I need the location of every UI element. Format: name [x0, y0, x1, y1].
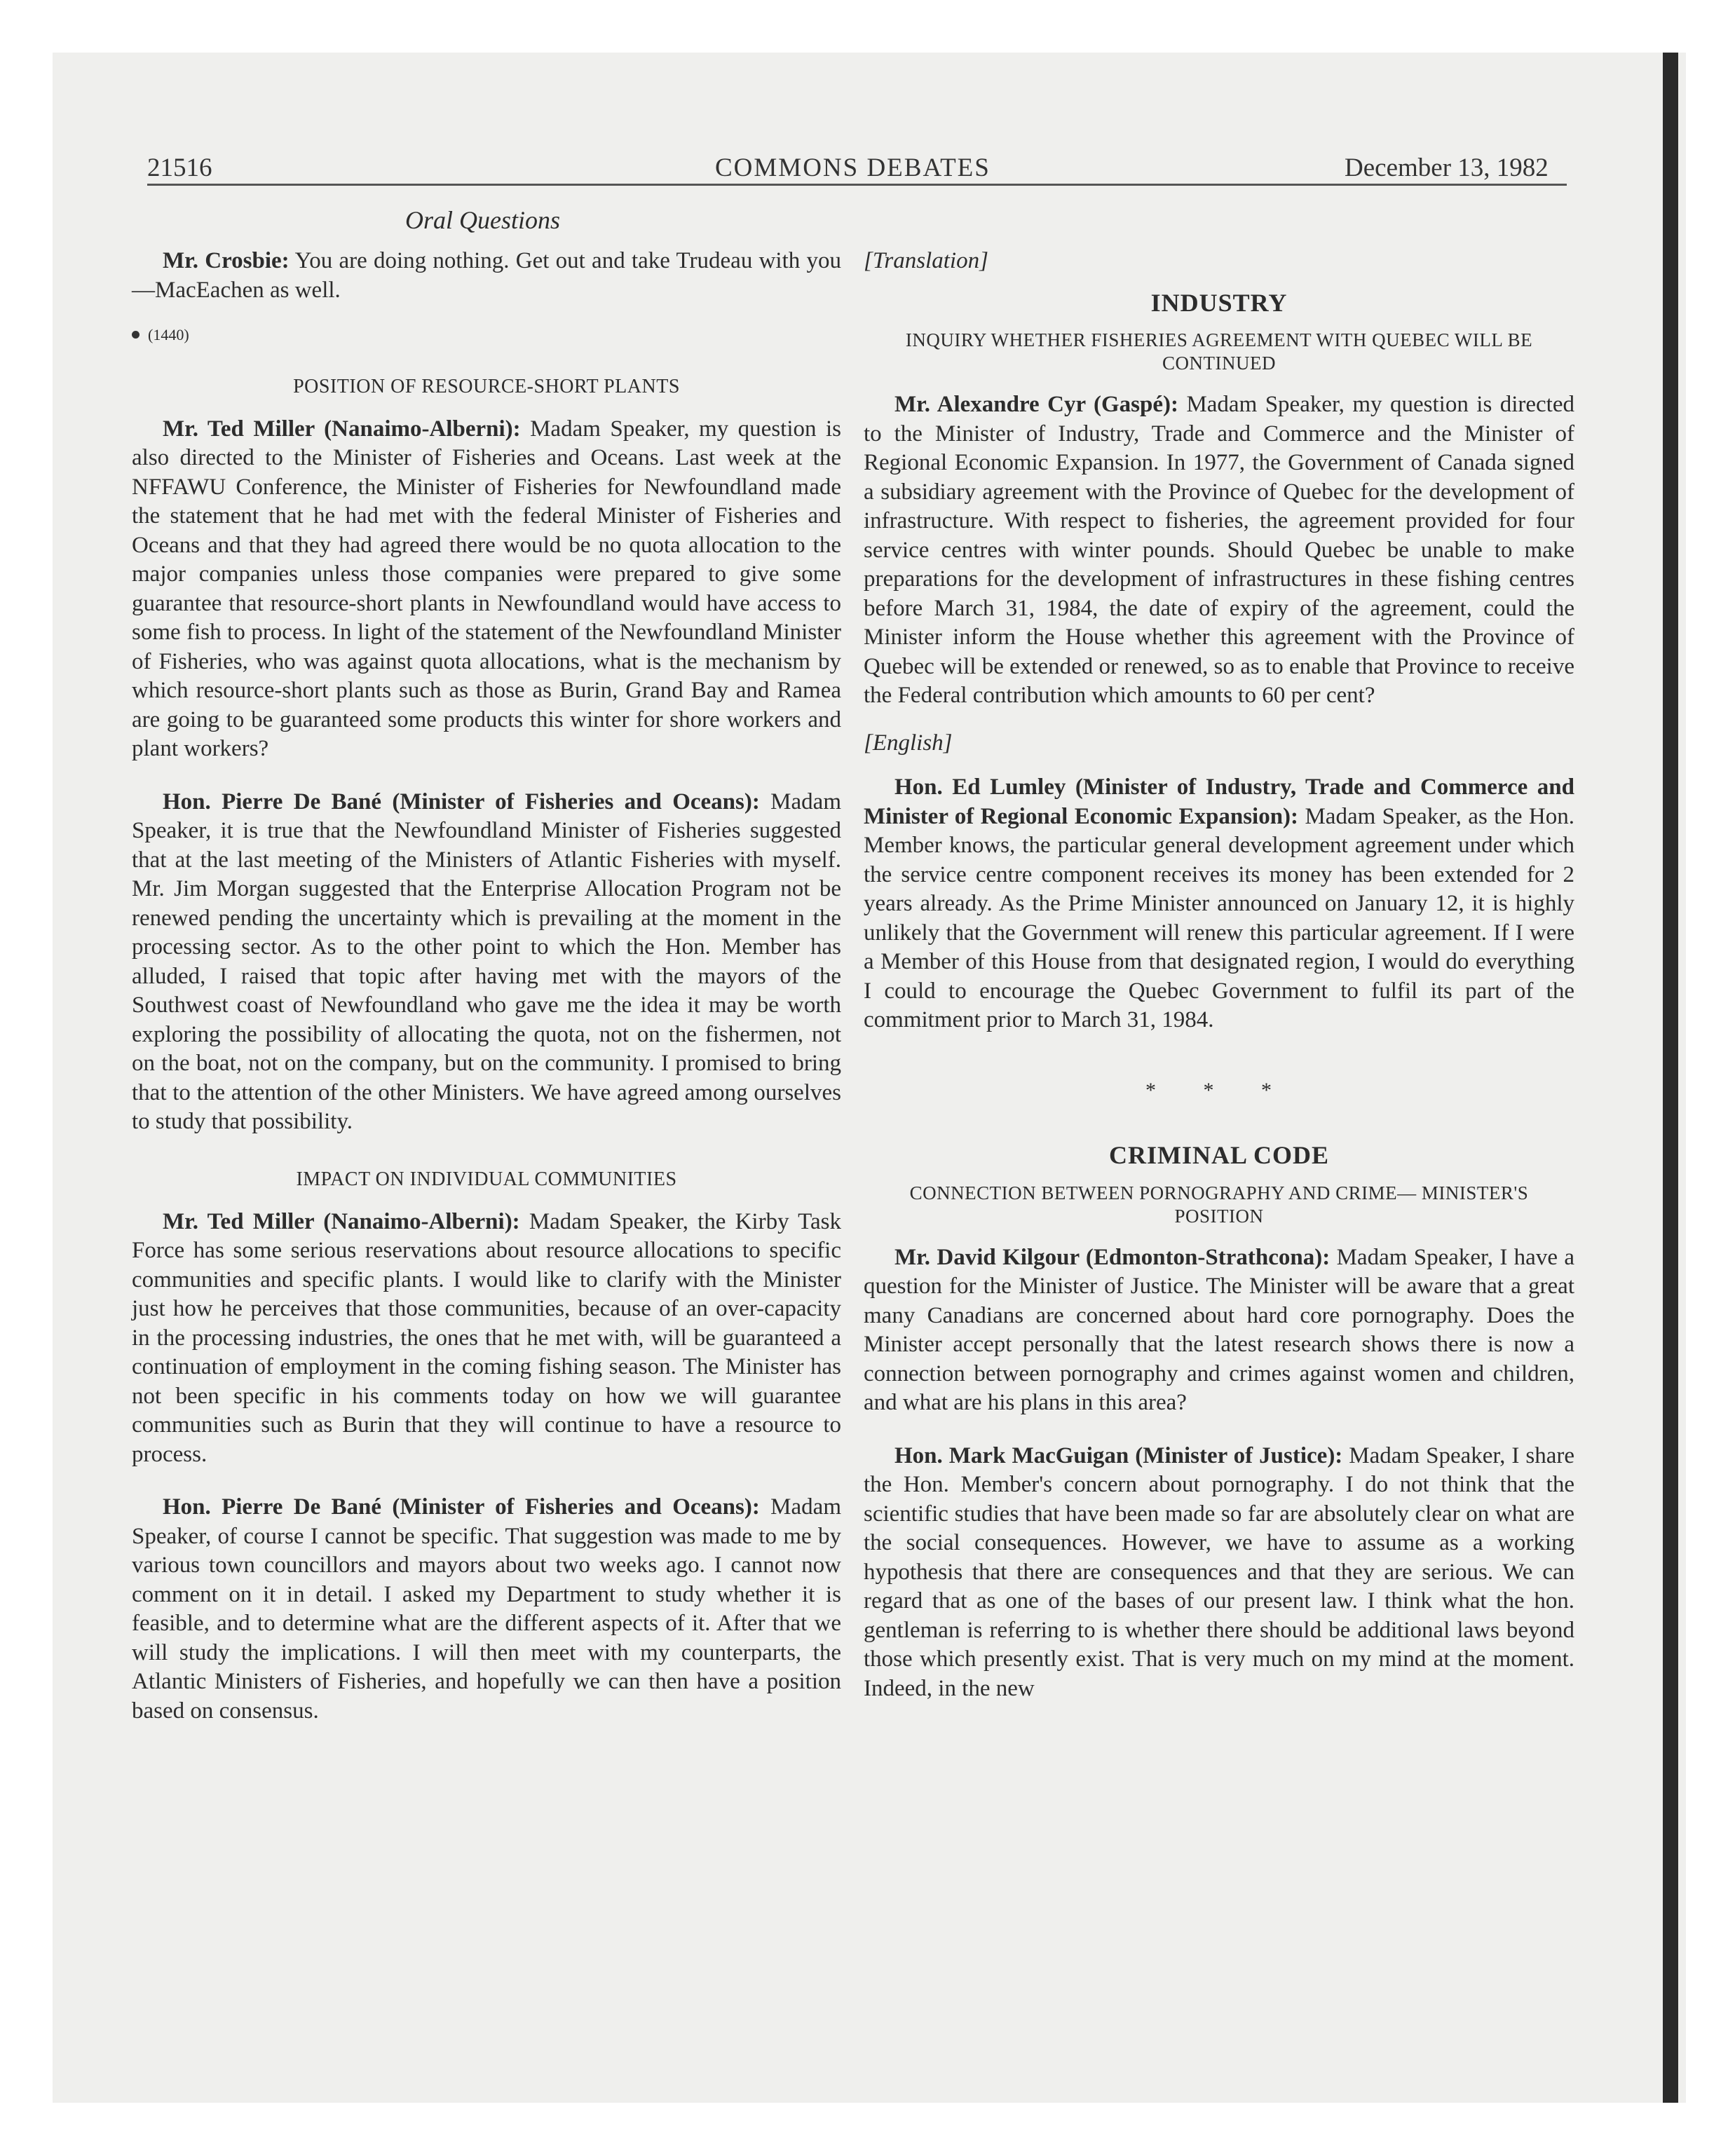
speaker-name: Hon. Mark MacGuigan (Minister of Justice): [894, 1442, 1343, 1468]
speech-text: Madam Speaker, I share the Hon. Member's concern about pornography. I do not think that the scientific studies that have been made so far are absolutely clear on what are the social consequences. However, we have to assume as a working hypothesis that there are consequences and that they are serious. We can regard that as one of the bases of our present law. I think what the hon. gentleman is referring to is whether there should be additional laws beyond those which presently exist. That is very much on my mind at the moment. Indeed, in the new [864, 1442, 1574, 1701]
page-number: 21516 [147, 153, 212, 182]
speaker-name: Mr. David Kilgour (Edmonton-Strathcona): [894, 1244, 1331, 1270]
speaker-name: Hon. Pierre De Bané (Minister of Fisheries and Oceans): [163, 789, 760, 814]
speech-text: Madam Speaker, it is true that the Newfoundland Minister of Fisheries suggested that at the last meeting of the Ministers of Atlantic Fisheries with myself. Mr. Jim Morgan suggested that the Enterprise Allocation Program not be renewed pending the uncertainty which is prevailing at the moment in the processing sector. As to the other point to which the Hon. Member has alluded, I raised that topic after having met with the mayors of the Southwest coast of Newfoundland who gave me the idea it may be worth exploring the possibility of allocating the quota, not on the fishermen, not on the boat, not on the company, but on the community. I promised to bring that to the attention of the other Ministers. We have agreed among ourselves to study that possibility. [132, 789, 841, 1134]
speech-text: Madam Speaker, the Kirby Task Force has some serious reservations about resource allocations to specific communities and specific plants. I would like to clarify with the Minister just how he perceives that those communities, because of an over-capacity in the processing industries, the ones that he met with, will be guaranteed a continuation of employment in the coming fishing season. The Minister has not been specific in his comments today on how we will guarantee communities such as Burin that they will continue to have a resource to process. [132, 1208, 841, 1467]
section-subheading: CONNECTION BETWEEN PORNOGRAPHY AND CRIME— MINISTER'S POSITION [909, 1182, 1529, 1227]
language-marker: [English] [864, 730, 953, 756]
speech-text: Madam Speaker, of course I cannot be specific. That suggestion was made to me by various town councillors and mayors about two weeks ago. I cannot now comment on it in detail. I asked my Department to study whether it is feasible, and to determine what are the different aspects of it. After that we will study the implications. I will then meet with my counterparts, the Atlantic Ministers of Fisheries, and hopefully we can then have a position based on consensus. [132, 1494, 841, 1724]
speech-text: Madam Speaker, my question is also directed to the Minister of Fisheries and Oceans. Last week at the NFFAWU Conference, the Minister of Fisheries for Newfoundland made the statement that he had met with the federal Minister of Fisheries and Oceans and that they had agreed there would be no quota allocation to the major companies unless those companies were prepared to give some guarantee that resource-short plants in Newfoundland would have access to some fish to process. In light of the statement of the Newfoundland Minister of Fisheries, who was against quota allocations, what is the mechanism by which resource-short plants such as those as Burin, Grand Bay and Ramea are going to be guaranteed some products this winter for shore workers and plant workers? [132, 416, 841, 761]
left-column [132, 247, 841, 1726]
section-heading: IMPACT ON INDIVIDUAL COMMUNITIES [296, 1168, 677, 1190]
publication-title: COMMONS DEBATES [715, 153, 991, 182]
section-title: CRIMINAL CODE [1108, 1141, 1330, 1169]
right-column [864, 247, 1574, 1703]
publication-date: December 13, 1982 [1345, 153, 1549, 182]
section-subheading: INQUIRY WHETHER FISHERIES AGREEMENT WITH QUEBEC WILL BE CONTINUED [905, 329, 1533, 374]
scan-edge-bar [1663, 53, 1678, 2103]
paragraph [132, 415, 841, 764]
paragraph [864, 1243, 1574, 1418]
speaker-name: Mr. Ted Miller (Nanaimo-Alberni): [163, 416, 521, 442]
speaker-name: Mr. Alexandre Cyr (Gaspé): [894, 392, 1178, 417]
speech-text: You are doing nothing. Get out and take Trudeau with you—MacEachen as well. [132, 248, 841, 303]
section-title: INDUSTRY [1150, 288, 1288, 317]
speaker-name: Mr. Ted Miller (Nanaimo-Alberni): [163, 1208, 520, 1234]
timestamp: (1440) [148, 326, 189, 343]
paragraph [132, 1208, 841, 1470]
speech-text: Madam Speaker, I have a question for the Minister of Justice. The Minister will be aware that a great many Canadians are concerned about hard core pornography. Does the Minister accept personally that the latest research shows there is now a connection between pornography and crimes against women and children, and what are his plans in this area? [864, 1244, 1574, 1415]
paragraph [132, 1493, 841, 1726]
section-separator: * * * [1145, 1078, 1293, 1102]
paragraph [132, 788, 841, 1137]
paragraph [864, 390, 1574, 711]
paragraph [864, 773, 1574, 1035]
speaker-name: Hon. Ed Lumley (Minister of Industry, Trade and Commerce and Minister of Regional Economic Expansion): [864, 775, 1574, 829]
running-head: Oral Questions [405, 206, 561, 234]
speaker-name: Hon. Pierre De Bané (Minister of Fisheries and Oceans): [163, 1494, 760, 1520]
speech-text: Madam Speaker, my question is directed to the Minister of Industry, Trade and Commerce and the Minister of Regional Economic Expansion. In 1977, the Government of Canada signed a subsidiary agreement with the Province of Quebec for the development of infrastructure. With respect to fisheries, the agreement provided for four service centres with winter pounds. Should Quebec be unable to make preparations for the development of infrastructures in these fishing centres before March 31, 1984, the date of expiry of the agreement, could the Minister inform the House whether this agreement with the Province of Quebec will be extended or renewed, so as to enable that Province to receive the Federal contribution which amounts to 60 per cent? [864, 392, 1575, 708]
speaker-name: Mr. Crosbie: [163, 248, 290, 273]
header-rule [147, 184, 1567, 186]
bullet-dot-icon [132, 331, 140, 339]
timestamp-marker [132, 320, 841, 350]
language-marker: [Translation] [864, 248, 988, 273]
speech-text: Madam Speaker, as the Hon. Member knows, the particular general development agreement under which the service centre component receives its money has been extended for 2 years already. As the Prime Minister announced on January 12, it is highly unlikely that the Government will renew this particular agreement. If I were a Member of this House from that designated region, I would do everything I could to encourage the Quebec Government to fulfil its part of the commitment prior to March 31, 1984. [864, 803, 1574, 1032]
section-heading: POSITION OF RESOURCE-SHORT PLANTS [293, 375, 680, 397]
paragraph [132, 247, 841, 305]
paragraph [864, 1442, 1574, 1704]
